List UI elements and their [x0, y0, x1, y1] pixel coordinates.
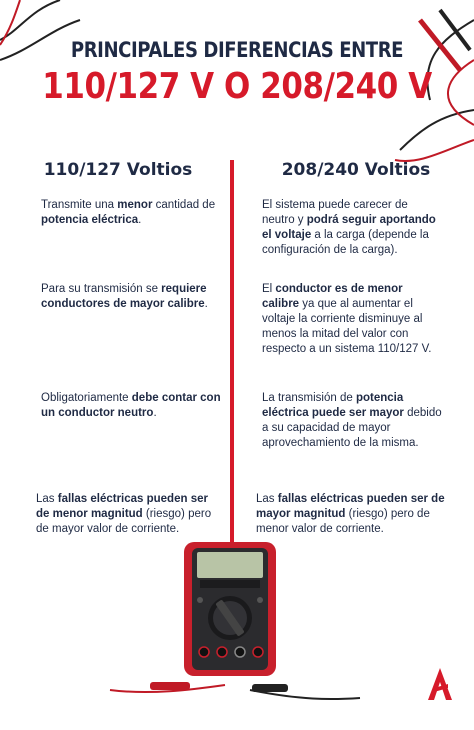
left-column-heading: 110/127 Voltios [43, 160, 193, 180]
left-item-1: Transmite una menor cantidad de potencia eléctrica. [41, 199, 216, 226]
right-item-3: La transmisión de potencia eléctrica puede ser mayor debido a su capacidad de mayor aprovechamiento de la misma. [262, 392, 442, 449]
title-line-2: 110/127 V O 208/240 V [42, 66, 432, 107]
multimeter-icon [182, 540, 278, 678]
left-item-4: Las fallas eléctricas pueden ser de menor magnitud (riesgo) pero de mayor valor de corriente. [36, 493, 212, 535]
right-item-1: El sistema puede carecer de neutro y podrá seguir aportando el voltaje a la carga (depende la configuración de la carga). [262, 199, 436, 256]
left-item-2: Para su transmisión se requiere conductores de mayor calibre. [41, 283, 208, 310]
title-line-1: PRINCIPALES DIFERENCIAS ENTRE [70, 38, 404, 62]
brand-logo-icon [426, 666, 454, 702]
right-item-4: Las fallas eléctricas pueden ser de mayor magnitud (riesgo) pero de menor valor de corriente. [256, 493, 445, 535]
right-item-2: El conductor es de menor calibre ya que al aumentar el voltaje la corriente disminuye al menos la mitad del valor con respecto a un sistema 110/127 V. [262, 283, 432, 355]
left-item-3: Obligatoriamente debe contar con un conductor neutro. [41, 392, 221, 419]
column-divider [230, 160, 234, 580]
right-column-heading: 208/240 Voltios [281, 160, 431, 180]
